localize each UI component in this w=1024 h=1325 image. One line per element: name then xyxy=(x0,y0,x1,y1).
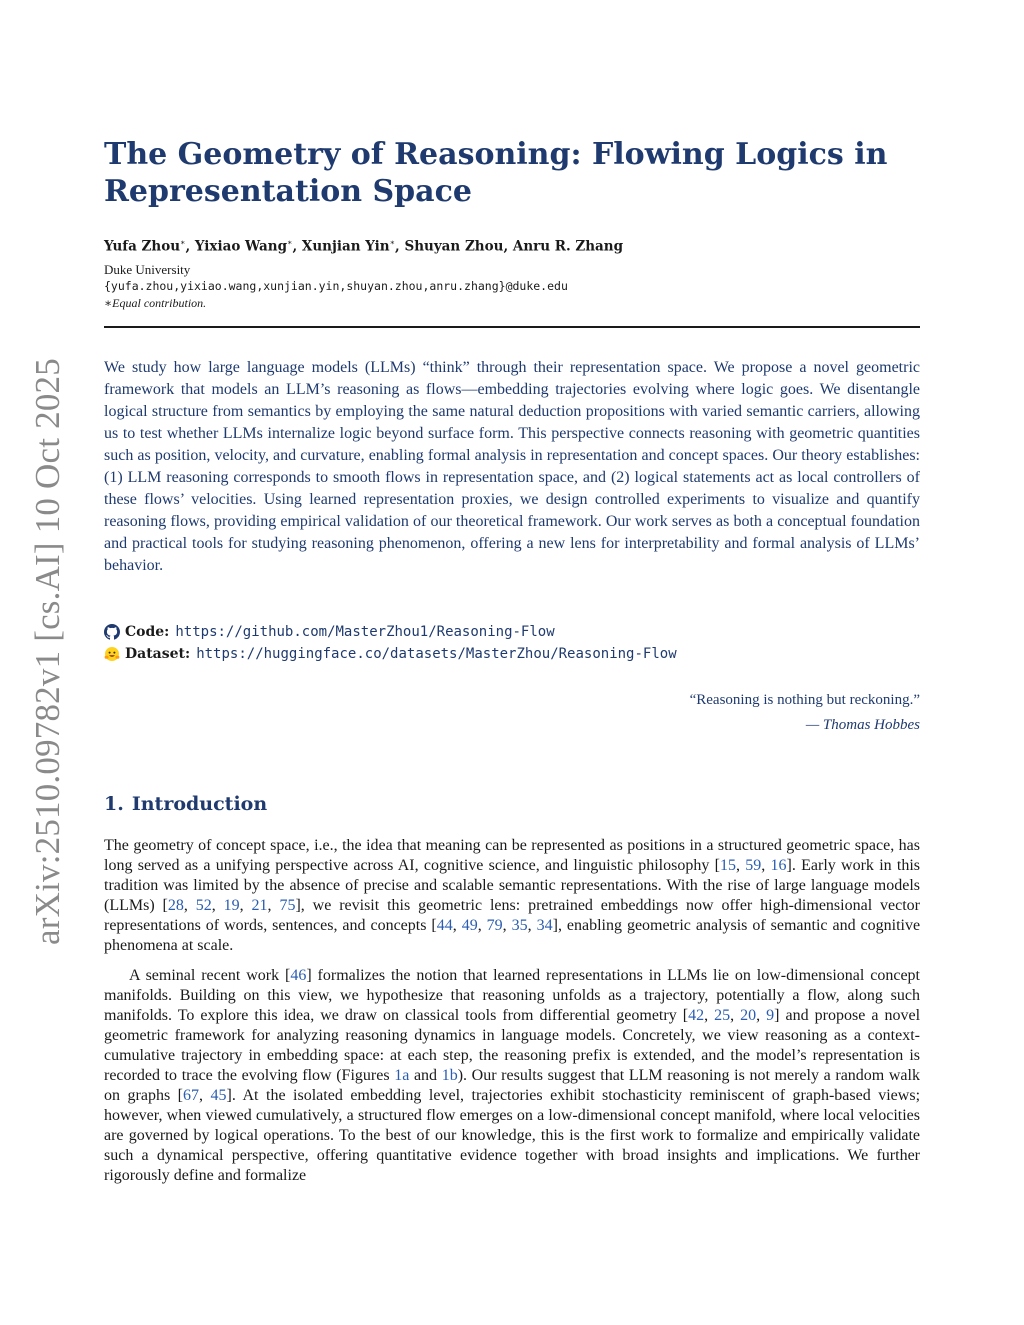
citation-link[interactable]: 67 xyxy=(183,1087,200,1104)
author-name: Yufa Zhou xyxy=(104,238,181,255)
citation-link[interactable]: 19 xyxy=(223,897,240,914)
code-url-link[interactable]: https://github.com/MasterZhou1/Reasoning-Flow xyxy=(175,624,555,640)
section-title: Introduction xyxy=(131,793,268,815)
author-name: Xunjian Yin xyxy=(301,238,390,255)
citation-link[interactable]: 49 xyxy=(461,917,478,934)
body-paragraph: A seminal recent work [46] formalizes the notion that learned representations in LLMs lie on low-dimensional concept manifolds. Building on this view, we hypothesize that reasoning unfolds as a trajectory, potentially a flow, along such manifolds. To explore this idea, we draw on classical tools from differential geometry [42, 25, 20, 9] and propose a novel geometric framework for analyzing reasoning dynamics in language models. Concretely, we view reasoning as a context-cumulative trajectory in embedding space: at each step, the reasoning prefix is extended, and the model’s representation is recorded to trace the evolving flow (Figures 1a and 1b). Our results suggest that LLM reasoning is not merely a random walk on graphs [67, 45]. At the isolated embedding level, trajectories exhibit stochasticity reminiscent of graph-based views; however, when viewed cumulatively, a structured flow emerges on a low-dimensional concept manifold, where local velocities are governed by logical operations. To the best of our knowledge, this is the first work to formalize and empirically validate such a dynamical perspective, offering quantitative evidence together with broad insights and implications. We further rigorously define and formalize xyxy=(104,967,921,1184)
dataset-url-link[interactable]: https://huggingface.co/datasets/MasterZhou/Reasoning-Flow xyxy=(196,646,677,662)
affiliation: Duke University xyxy=(104,262,191,277)
quote-attribution: — Thomas Hobbes xyxy=(805,717,920,733)
code-label: Code: xyxy=(125,624,170,640)
code-link-row xyxy=(104,621,677,643)
dataset-label: Dataset: xyxy=(125,646,191,662)
citation-link[interactable]: 59 xyxy=(745,857,762,874)
author-list: Yufa Zhou∗, Yixiao Wang∗, Xunjian Yin∗, Shuyan Zhou, Anru R. Zhang xyxy=(104,238,624,255)
citation-link[interactable]: 25 xyxy=(714,1007,731,1024)
citation-link[interactable]: 15 xyxy=(719,857,736,874)
citation-link[interactable]: 44 xyxy=(436,917,453,934)
arxiv-stamp: arXiv:2510.09782v1 [cs.AI] 10 Oct 2025 xyxy=(28,358,67,945)
citation-link[interactable]: 28 xyxy=(167,897,184,914)
citation-link[interactable]: 52 xyxy=(195,897,212,914)
github-icon xyxy=(104,624,120,640)
hugging-face-icon xyxy=(104,646,120,662)
citation-link[interactable]: 35 xyxy=(511,917,528,934)
citation-link[interactable]: 21 xyxy=(251,897,268,914)
header-divider xyxy=(104,326,920,328)
author-name: Anru R. Zhang xyxy=(512,238,624,255)
section-number: 1. xyxy=(104,793,124,815)
body-paragraph: The geometry of concept space, i.e., the idea that meaning can be represented as positions in a structured geometric space, has long served as a unifying perspective across AI, cognitive science, and linguistic philosophy [15, 59, 16]. Early work in this tradition was limited by the absence of precise and scalable semantic representations. With the rise of large language models (LLMs) [28, 52, 19, 21, 75], we revisit this geometric lens: pretrained embeddings now offer high-dimensional vector representations of words, sentences, and concepts [44, 49, 79, 35, 34], enabling geometric analysis of semantic and cognitive phenomena at scale. xyxy=(104,837,921,954)
citation-link[interactable]: 75 xyxy=(279,897,296,914)
citation-link[interactable]: 1a xyxy=(394,1067,410,1084)
author-emails: {yufa.zhou,yixiao.wang,xunjian.yin,shuyan.zhou,anru.zhang}@duke.edu xyxy=(104,279,568,293)
citation-link[interactable]: 20 xyxy=(740,1007,757,1024)
author-name: Yixiao Wang xyxy=(194,238,288,255)
dataset-link-row xyxy=(104,643,677,665)
citation-link[interactable]: 42 xyxy=(688,1007,705,1024)
equal-contribution-mark: ∗ xyxy=(287,238,293,247)
section-heading xyxy=(104,793,267,815)
epigraph xyxy=(690,688,920,738)
quote-text: “Reasoning is nothing but reckoning.” xyxy=(689,692,920,708)
citation-link[interactable]: 45 xyxy=(210,1087,227,1104)
citation-link[interactable]: 34 xyxy=(536,917,553,934)
equal-contribution-mark: ∗ xyxy=(180,238,186,247)
paper-title: The Geometry of Reasoning: Flowing Logics in Representation Space xyxy=(104,137,888,209)
citation-link[interactable]: 16 xyxy=(770,857,787,874)
resource-links xyxy=(104,621,677,665)
equal-contribution-note: ∗Equal contribution. xyxy=(104,296,207,310)
author-name: Shuyan Zhou xyxy=(404,238,504,255)
citation-link[interactable]: 46 xyxy=(290,967,307,984)
citation-link[interactable]: 79 xyxy=(486,917,503,934)
citation-link[interactable]: 9 xyxy=(766,1007,775,1024)
abstract: We study how large language models (LLMs) “think” through their representation space. We propose a novel geometric framework that models an LLM’s reasoning as flows—embedding trajectories evolving where logic goes. We disentangle logical structure from semantics by employing the same natural deduction propositions with varied semantic carriers, allowing us to test whether LLMs internalize logic beyond surface form. This perspective connects reasoning with geometric quantities such as position, velocity, and curvature, enabling formal analysis in representation and concept spaces. Our theory establishes: (1) LLM reasoning corresponds to smooth flows in representation space, and (2) logical statements act as local controllers of these flows’ velocities. Using learned representation proxies, we design controlled experiments to visualize and quantify reasoning flows, providing empirical validation of our theoretical framework. Our work serves as both a conceptual foundation and practical tools for studying reasoning phenomenon, offering a new lens for interpretability and formal analysis of LLMs’ behavior. xyxy=(104,359,920,574)
equal-contribution-mark: ∗ xyxy=(389,238,396,247)
citation-link[interactable]: 1b xyxy=(441,1067,458,1084)
